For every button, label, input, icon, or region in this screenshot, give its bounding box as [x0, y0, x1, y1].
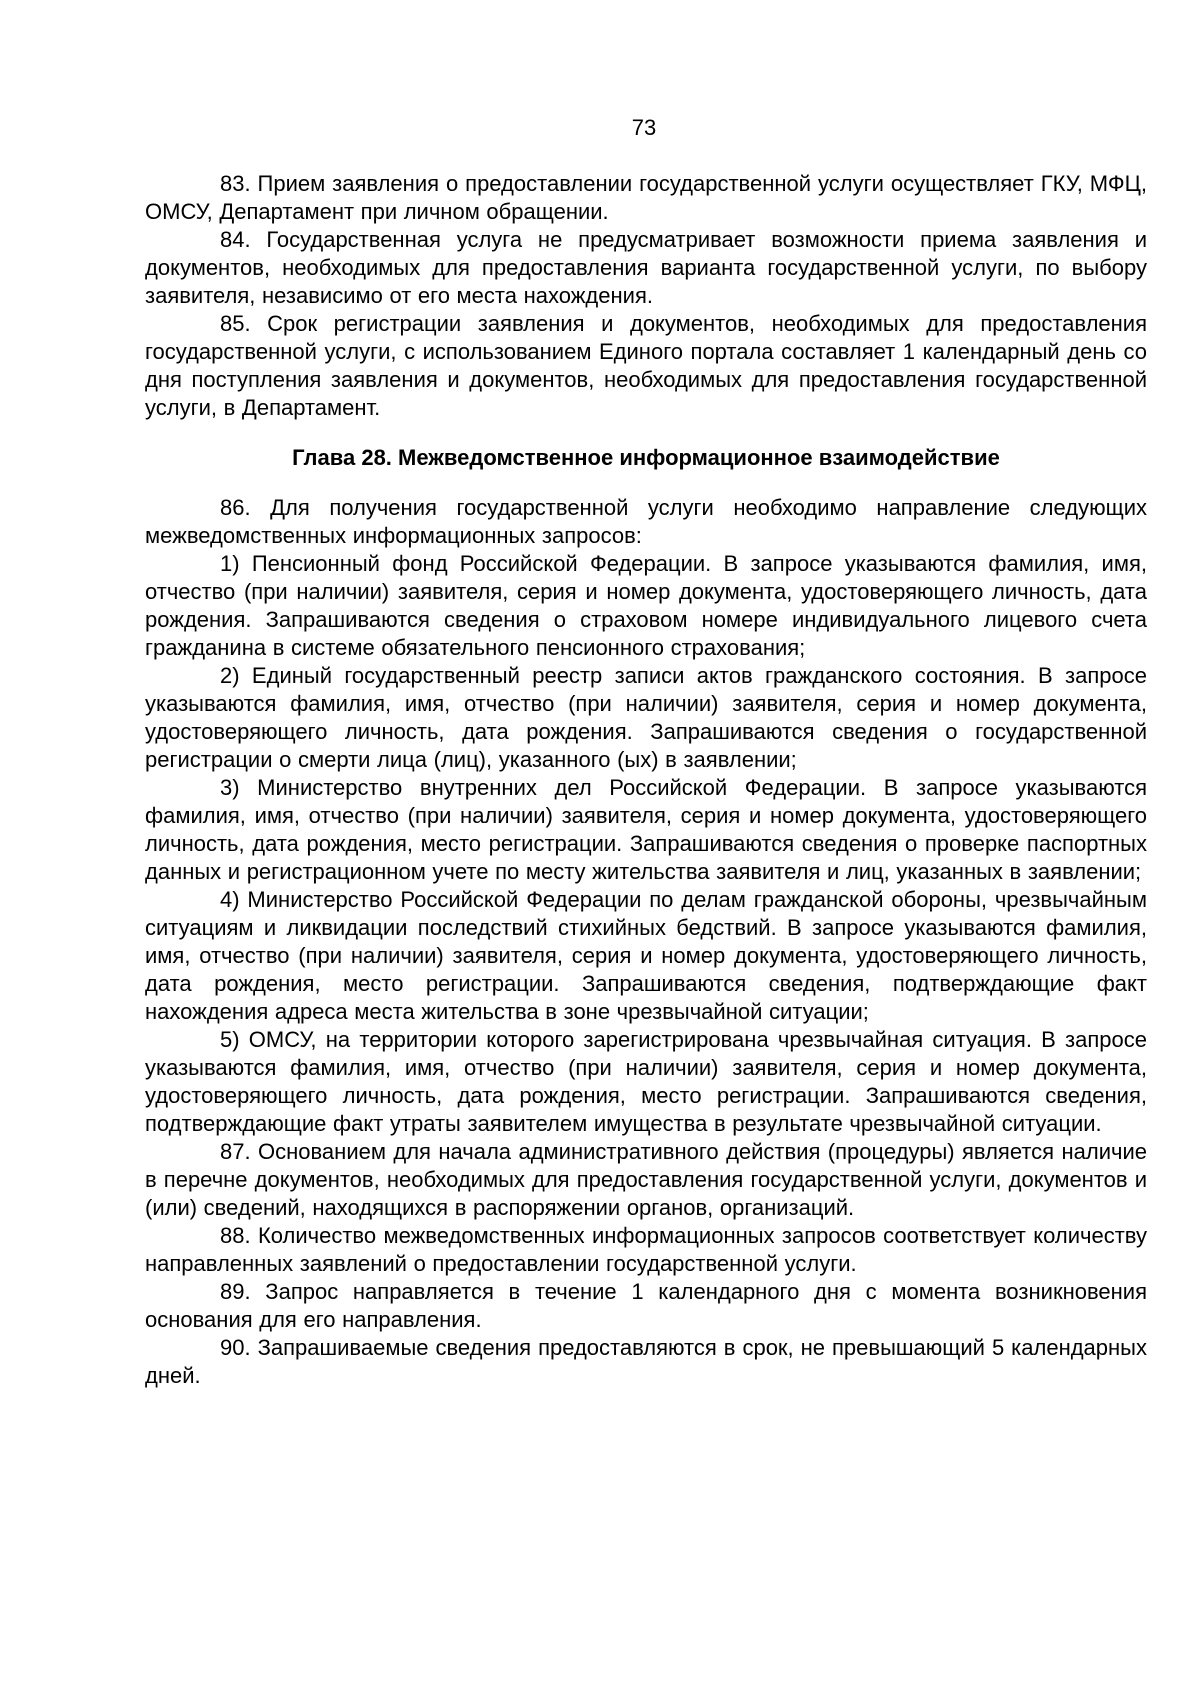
paragraph-89: 89. Запрос направляется в течение 1 календарного дня с момента возникновения основания для его направления.: [145, 1279, 1147, 1332]
paragraph-90: 90. Запрашиваемые сведения предоставляются в срок, не превышающий 5 календарных дней.: [145, 1335, 1147, 1388]
page-number: 73: [631, 115, 657, 140]
paragraph-84: 84. Государственная услуга не предусматривает возможности приема заявления и документов, необходимых для предоставления варианта государственной услуги, по выбору заявителя, независимо от его места нахождения.: [145, 227, 1147, 308]
paragraph-87: 87. Основанием для начала административного действия (процедуры) является наличие в перечне документов, необходимых для предоставления государственной услуги, документов и (или) сведений, находящихся в распоряжении органов, организаций.: [145, 1139, 1147, 1220]
paragraph-86: 86. Для получения государственной услуги необходимо направление следующих межведомственных информационных запросов:: [145, 495, 1147, 548]
paragraph-88: 88. Количество межведомственных информационных запросов соответствует количеству направленных заявлений о предоставлении государственной услуги.: [145, 1223, 1147, 1276]
list-item-4: 4) Министерство Российской Федерации по делам гражданской обороны, чрезвычайным ситуациям и ликвидации последствий стихийных бедствий. В запросе указываются фамилия, имя, отчество (при наличии) заявителя, серия и номер документа, удостоверяющего личность, дата рождения, место регистрации. Запрашиваются сведения, подтверждающие факт нахождения адреса места жительства в зоне чрезвычайной ситуации;: [145, 887, 1147, 1024]
list-item-1: 1) Пенсионный фонд Российской Федерации. В запросе указываются фамилия, имя, отчество (при наличии) заявителя, серия и номер документа, удостоверяющего личность, дата рождения. Запрашиваются сведения о страховом номере индивидуального лицевого счета гражданина в системе обязательного пенсионного страхования;: [145, 551, 1147, 660]
paragraph-85: 85. Срок регистрации заявления и документов, необходимых для предоставления государственной услуги, с использованием Единого портала составляет 1 календарный день со дня поступления заявления и документов, необходимых для предоставления государственной услуги, в Департамент.: [145, 311, 1147, 420]
list-item-5: 5) ОМСУ, на территории которого зарегистрирована чрезвычайная ситуация. В запросе указываются фамилия, имя, отчество (при наличии) заявителя, серия и номер документа, удостоверяющего личность, дата рождения, место регистрации. Запрашиваются сведения, подтверждающие факт утраты заявителем имущества в результате чрезвычайной ситуации.: [145, 1027, 1147, 1136]
list-item-3: 3) Министерство внутренних дел Российской Федерации. В запросе указываются фамилия, имя, отчество (при наличии) заявителя, серия и номер документа, удостоверяющего личность, дата рождения, место регистрации. Запрашиваются сведения о проверке паспортных данных и регистрационном учете по месту жительства заявителя и лиц, указанных в заявлении;: [145, 775, 1147, 884]
paragraph-83: 83. Прием заявления о предоставлении государственной услуги осуществляет ГКУ, МФЦ, ОМСУ, Департамент при личном обращении.: [145, 171, 1147, 224]
chapter-heading: Глава 28. Межведомственное информационное взаимодействие: [292, 445, 1000, 470]
document-body: [145, 170, 1147, 1390]
list-item-2: 2) Единый государственный реестр записи актов гражданского состояния. В запросе указываются фамилия, имя, отчество (при наличии) заявителя, серия и номер документа, удостоверяющего личность, дата рождения. Запрашиваются сведения о государственной регистрации о смерти лица (лиц), указанного (ых) в заявлении;: [145, 663, 1147, 772]
